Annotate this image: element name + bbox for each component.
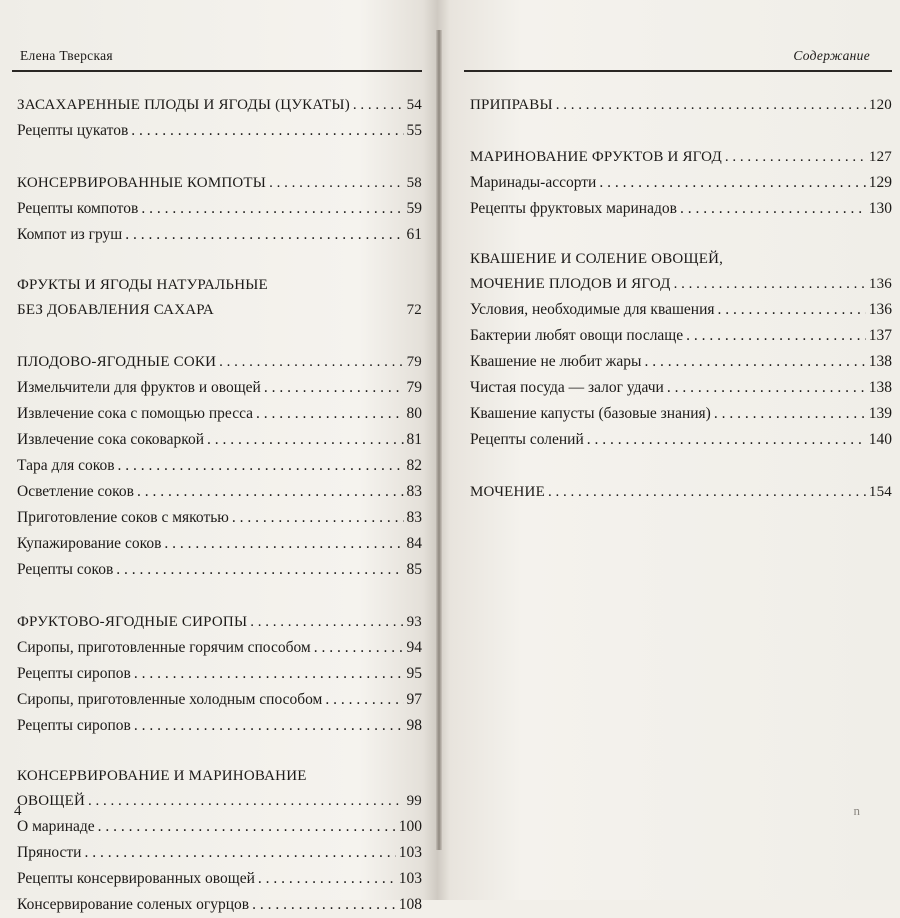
toc-entry-multiline[interactable] <box>17 765 422 814</box>
toc-entry-page: 54 <box>406 97 422 113</box>
toc-entry-page: 59 <box>406 200 422 217</box>
toc-entry-title: Рецепты консервированных овощей <box>17 870 255 887</box>
dot-leader <box>314 635 404 661</box>
toc-entry-page: 55 <box>406 122 422 139</box>
toc-entry-title: ЗАСАХАРЕННЫЕ ПЛОДЫ И ЯГОДЫ (ЦУКАТЫ) <box>17 97 350 113</box>
dot-leader <box>116 557 403 583</box>
dot-leader <box>137 479 404 505</box>
toc-entry-title: Извлечение сока с помощью пресса <box>17 405 254 422</box>
toc-entry[interactable] <box>17 222 422 248</box>
toc-entry-title: Бактерии любят овощи послаще <box>470 327 684 344</box>
dot-leader <box>674 271 866 297</box>
toc-entry-title: Тара для соков <box>17 457 115 474</box>
dot-leader <box>680 196 866 222</box>
toc-entry-multiline[interactable] <box>17 274 422 323</box>
toc-entry-title: Купажирование соков <box>17 535 162 552</box>
right-page <box>442 0 900 900</box>
dot-leader <box>252 892 396 918</box>
dot-leader <box>118 453 404 479</box>
dot-leader <box>599 170 865 196</box>
dot-leader <box>134 713 404 739</box>
toc-entry-page: 99 <box>406 793 422 809</box>
section-gap <box>17 739 422 765</box>
toc-entry-page: 137 <box>868 327 892 344</box>
dot-leader <box>667 375 866 401</box>
dot-leader <box>84 840 395 866</box>
toc-entry-title: Рецепты сиропов <box>17 717 131 734</box>
toc-entry-title-line1: КВАШЕНИЕ И СОЛЕНИЕ ОВОЩЕЙ, <box>470 251 724 267</box>
toc-entry-page: 79 <box>406 354 422 370</box>
toc-entry-page: 84 <box>406 535 422 552</box>
dot-leader <box>353 92 404 118</box>
toc-entry-page: 82 <box>406 457 422 474</box>
toc-entry-page: 138 <box>868 353 892 370</box>
toc-entry[interactable] <box>17 92 422 118</box>
dot-leader <box>714 401 866 427</box>
toc-entry[interactable] <box>17 661 422 687</box>
toc-entry[interactable] <box>470 92 892 118</box>
left-page <box>0 0 438 913</box>
header-rule <box>464 70 892 72</box>
page-number-right: n <box>853 803 860 818</box>
dot-leader <box>264 375 404 401</box>
toc-entry-page: 79 <box>406 379 422 396</box>
section-gap <box>17 583 422 609</box>
toc-entry[interactable] <box>470 427 892 453</box>
toc-entry-page: 83 <box>406 509 422 526</box>
toc-entry-page: 97 <box>406 691 422 708</box>
toc-entry-title: МОЧЕНИЕ <box>470 484 545 500</box>
toc-entry-title: Осветление соков <box>17 483 134 500</box>
toc-entry[interactable] <box>17 479 422 505</box>
dot-leader <box>256 401 403 427</box>
toc-entry[interactable] <box>17 453 422 479</box>
toc-entry[interactable] <box>17 118 422 144</box>
toc-entry[interactable] <box>17 866 422 892</box>
toc-entry-multiline[interactable] <box>470 248 892 297</box>
dot-leader <box>250 609 403 635</box>
dot-leader <box>644 349 865 375</box>
toc-entry-title: Измельчители для фруктов и овощей <box>17 379 261 396</box>
toc-entry-page: 130 <box>868 200 892 217</box>
section-gap <box>470 118 892 144</box>
dot-leader <box>725 144 866 170</box>
running-head-author: Елена Тверская <box>20 48 113 63</box>
toc-entry[interactable] <box>17 814 422 840</box>
dot-leader <box>556 92 866 118</box>
toc-entry-title: Компот из груш <box>17 226 123 243</box>
toc-entry-title: Извлечение сока соковаркой <box>17 431 205 448</box>
toc-entry-page: 81 <box>406 431 422 448</box>
toc-entry[interactable] <box>470 349 892 375</box>
toc-entry-page: 136 <box>868 301 892 318</box>
toc-entry[interactable] <box>17 505 422 531</box>
toc-entry-title: МАРИНОВАНИЕ ФРУКТОВ И ЯГОД <box>470 149 722 165</box>
toc-entry-title: Условия, необходимые для квашения <box>470 301 715 318</box>
toc-entry[interactable] <box>17 375 422 401</box>
toc-entry-title: Сиропы, приготовленные холодным способом <box>17 691 323 708</box>
toc-entry[interactable] <box>17 557 422 583</box>
dot-leader <box>325 687 403 713</box>
toc-entry-page: 103 <box>398 844 422 861</box>
toc-entry-title-line2: ОВОЩЕЙ <box>17 793 85 809</box>
toc-entry[interactable] <box>470 196 892 222</box>
page-number-left: 4 <box>14 803 22 819</box>
dot-leader <box>718 297 866 323</box>
toc-entry[interactable] <box>470 170 892 196</box>
toc-entry-page: 127 <box>868 149 892 165</box>
dot-leader <box>125 222 403 248</box>
toc-entry-page: 139 <box>868 405 892 422</box>
toc-entry-title: Рецепты сиропов <box>17 665 131 682</box>
toc-entry[interactable] <box>17 840 422 866</box>
toc-entry-title: ПРИПРАВЫ <box>470 97 553 113</box>
toc-entry-title: О маринаде <box>17 818 95 835</box>
section-gap <box>470 222 892 248</box>
toc-entry[interactable] <box>17 170 422 196</box>
toc-entry-title: Рецепты фруктовых маринадов <box>470 200 677 217</box>
dot-leader <box>269 170 404 196</box>
toc-entry-title-line2: БЕЗ ДОБАВЛЕНИЯ САХАРА <box>17 302 214 318</box>
dot-leader <box>548 479 866 505</box>
toc-entry-page: 103 <box>398 870 422 887</box>
toc-entry[interactable] <box>470 323 892 349</box>
toc-entry-page: 94 <box>406 639 422 656</box>
dot-leader <box>164 531 403 557</box>
toc-entry-page: 61 <box>406 226 422 243</box>
toc-entry-page: 95 <box>406 665 422 682</box>
dot-leader <box>232 505 404 531</box>
dot-leader <box>98 814 396 840</box>
toc-entry-page: 140 <box>868 431 892 448</box>
toc-entry[interactable] <box>17 609 422 635</box>
toc-entry[interactable] <box>470 144 892 170</box>
dot-leader <box>134 661 404 687</box>
toc-entry-page: 58 <box>406 175 422 191</box>
toc-entry-title: Рецепты компотов <box>17 200 139 217</box>
toc-entry-page: 136 <box>868 276 892 292</box>
toc-entry-title: Приготовление соков с мякотью <box>17 509 229 526</box>
section-gap <box>17 323 422 349</box>
toc-list-left <box>17 92 422 918</box>
dot-leader <box>258 866 396 892</box>
toc-entry-title: Сиропы, приготовленные горячим способом <box>17 639 311 656</box>
toc-entry-title: Рецепты цукатов <box>17 122 129 139</box>
dot-leader <box>207 427 403 453</box>
toc-entry-title: Пряности <box>17 844 82 861</box>
toc-entry-page: 138 <box>868 379 892 396</box>
toc-entry[interactable] <box>17 687 422 713</box>
toc-entry[interactable] <box>470 479 892 505</box>
toc-entry-page: 108 <box>398 896 422 913</box>
toc-entry-title: Рецепты солений <box>470 431 584 448</box>
toc-entry[interactable] <box>17 713 422 739</box>
toc-entry-title: Маринады-ассорти <box>470 174 597 191</box>
toc-entry[interactable] <box>17 349 422 375</box>
dot-leader <box>587 427 866 453</box>
section-gap <box>470 453 892 479</box>
section-gap <box>17 144 422 170</box>
dot-leader <box>141 196 403 222</box>
toc-entry-page: 98 <box>406 717 422 734</box>
toc-entry-page: 100 <box>398 818 422 835</box>
section-gap <box>17 248 422 274</box>
toc-entry-page: 83 <box>406 483 422 500</box>
toc-entry-title: ФРУКТОВО-ЯГОДНЫЕ СИРОПЫ <box>17 614 248 630</box>
toc-entry-page: 93 <box>406 614 422 630</box>
header-rule <box>12 70 422 72</box>
toc-entry-title-line2: МОЧЕНИЕ ПЛОДОВ И ЯГОД <box>470 276 671 292</box>
running-head-section: Содержание <box>793 48 870 63</box>
toc-entry-page: 120 <box>868 97 892 113</box>
toc-entry[interactable] <box>17 401 422 427</box>
toc-entry[interactable] <box>470 375 892 401</box>
dot-leader <box>131 118 403 144</box>
toc-entry[interactable] <box>470 401 892 427</box>
toc-entry-title: КОНСЕРВИРОВАННЫЕ КОМПОТЫ <box>17 175 267 191</box>
toc-entry-title: ПЛОДОВО-ЯГОДНЫЕ СОКИ <box>17 354 217 370</box>
toc-entry[interactable] <box>17 427 422 453</box>
toc-list-right <box>470 92 892 505</box>
toc-entry-page: 80 <box>406 405 422 422</box>
toc-entry[interactable] <box>470 297 892 323</box>
toc-entry[interactable] <box>17 635 422 661</box>
toc-entry-page: 85 <box>406 561 422 578</box>
toc-entry-title: Рецепты соков <box>17 561 114 578</box>
toc-entry-title-line1: КОНСЕРВИРОВАНИЕ И МАРИНОВАНИЕ <box>17 768 307 784</box>
toc-entry-title: Чистая посуда — залог удачи <box>470 379 664 396</box>
toc-entry-title: Консервирование соленых огурцов <box>17 896 250 913</box>
toc-entry-page: 154 <box>868 484 892 500</box>
toc-entry[interactable] <box>17 531 422 557</box>
dot-leader <box>88 788 404 814</box>
toc-entry-page: 72 <box>406 302 422 318</box>
toc-entry-page: 129 <box>868 174 892 191</box>
toc-entry[interactable] <box>17 196 422 222</box>
toc-entry[interactable] <box>17 892 422 918</box>
toc-entry-title: Квашение капусты (базовые знания) <box>470 405 711 422</box>
dot-leader <box>219 349 403 375</box>
toc-entry-title-line1: ФРУКТЫ И ЯГОДЫ НАТУРАЛЬНЫЕ <box>17 277 268 293</box>
toc-entry-title: Квашение не любит жары <box>470 353 642 370</box>
dot-leader <box>686 323 866 349</box>
